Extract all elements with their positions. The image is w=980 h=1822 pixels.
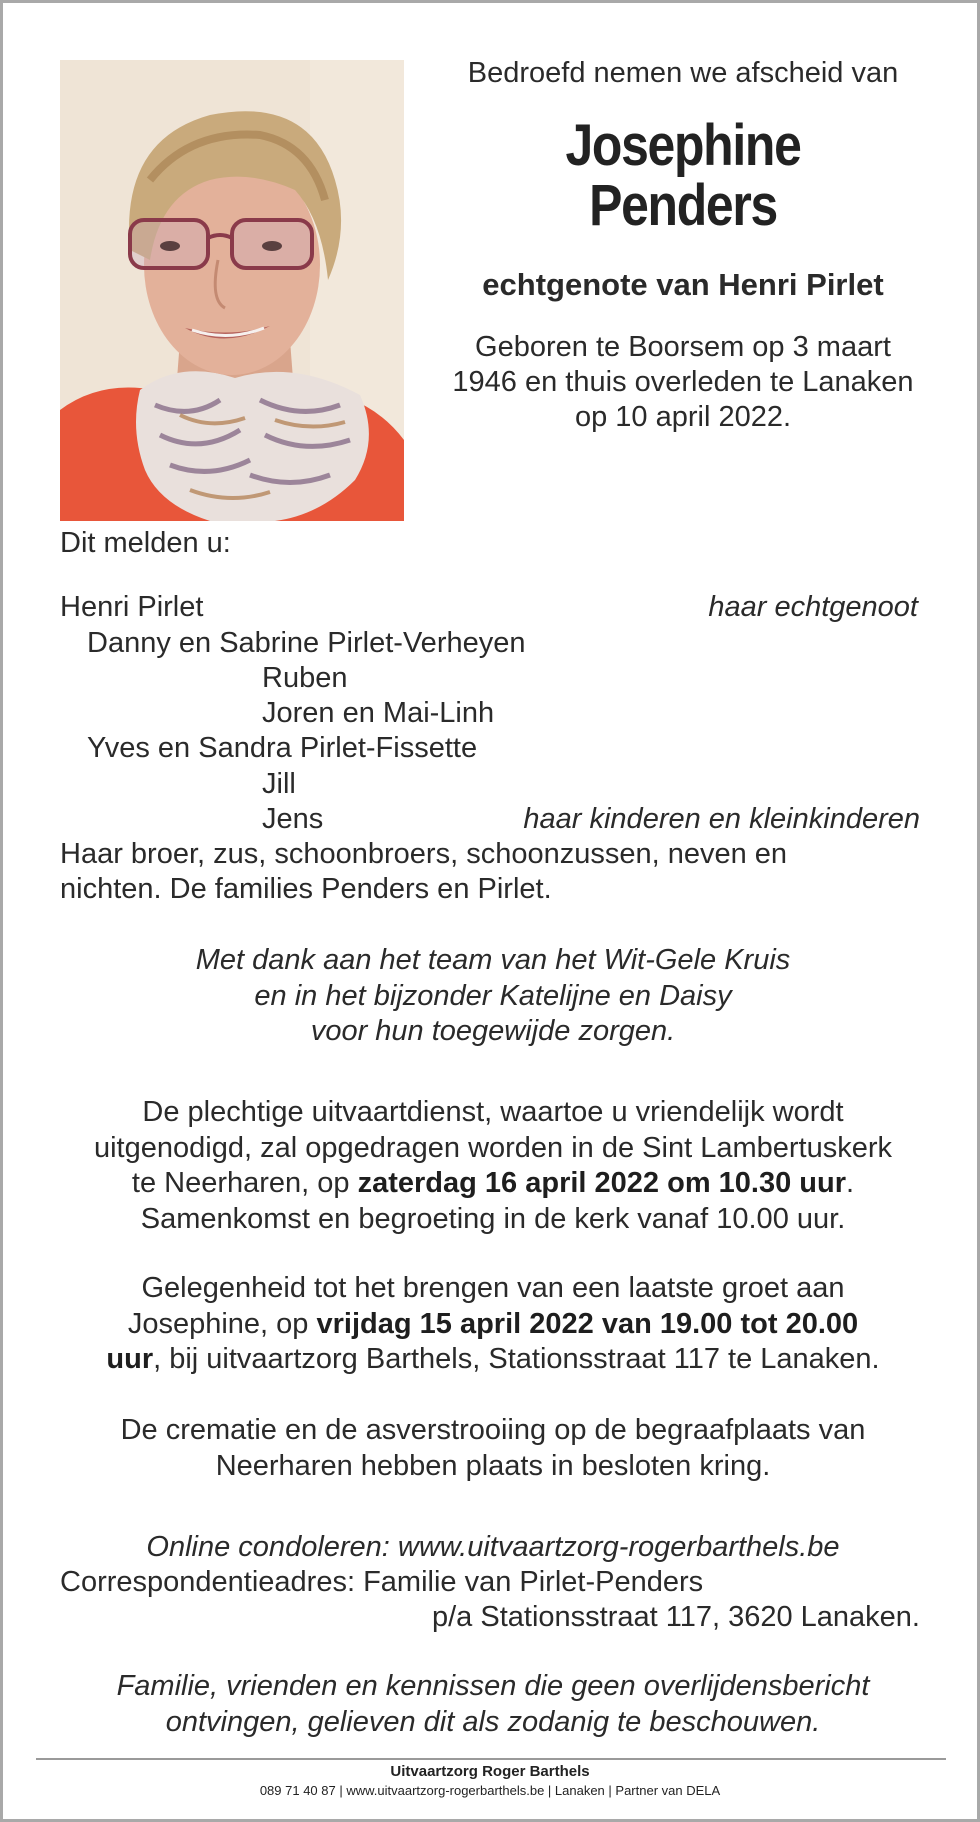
family-grandchild: Ruben bbox=[262, 662, 348, 694]
announce-text: Dit melden u: bbox=[60, 527, 231, 559]
born-line: 1946 en thuis overleden te Lanaken bbox=[452, 366, 914, 398]
born-line: op 10 april 2022. bbox=[574, 401, 792, 433]
thanks-line: Met dank aan het team van het Wit-Gele Kruis bbox=[195, 944, 791, 976]
visit-date: vrijdag 15 april 2022 van 19.00 tot 20.00 bbox=[316, 1307, 859, 1340]
born-text bbox=[413, 330, 953, 435]
family-grandchild: Joren en Mai-Linh bbox=[262, 697, 495, 729]
visit-line bbox=[58, 1307, 928, 1343]
family-relatives: nichten. De families Penders en Pirlet. bbox=[60, 873, 552, 905]
family-children-role: haar kinderen en kleinkinderen bbox=[523, 803, 920, 835]
family-relatives: Haar broer, zus, schoonbroers, schoonzussen, neven en bbox=[60, 838, 788, 870]
visit-block bbox=[58, 1271, 928, 1378]
family-husband-role: haar echtgenoot bbox=[708, 591, 918, 623]
visit-line bbox=[58, 1342, 928, 1378]
cremation-block bbox=[58, 1413, 928, 1484]
service-text: . bbox=[846, 1167, 855, 1199]
visit-text: , bij uitvaartzorg Barthels, Stationsstraat 117 te Lanaken. bbox=[153, 1343, 880, 1375]
family-child: Danny en Sabrine Pirlet-Verheyen bbox=[87, 627, 526, 659]
family-grandchild: Jill bbox=[262, 768, 296, 800]
closing-line: ontvingen, gelieven dit als zodanig te beschouwen. bbox=[165, 1705, 821, 1738]
thanks-line: en in het bijzonder Katelijne en Daisy bbox=[254, 979, 732, 1012]
service-date: zaterdag 16 april 2022 om 10.30 uur bbox=[357, 1167, 847, 1199]
closing-line: Familie, vrienden en kennissen die geen overlijdensbericht bbox=[116, 1670, 870, 1702]
thanks-block bbox=[58, 943, 928, 1050]
footer-divider bbox=[36, 1758, 946, 1760]
portrait-photo bbox=[60, 60, 404, 521]
footer-company: Uitvaartzorg Roger Barthels bbox=[390, 1763, 590, 1780]
closing-block bbox=[58, 1669, 928, 1740]
visit-text: Josephine, op bbox=[127, 1307, 317, 1340]
online-condolence: Online condoleren: www.uitvaartzorg-rogerbarthels.be bbox=[146, 1531, 840, 1563]
deceased-last-name: Penders bbox=[589, 173, 777, 238]
thanks-line: voor hun toegewijde zorgen. bbox=[310, 1015, 676, 1047]
header-block bbox=[413, 55, 953, 435]
born-line: Geboren te Boorsem op 3 maart bbox=[475, 331, 891, 363]
deceased-first-name: Josephine bbox=[565, 113, 801, 178]
service-line: uitgenodigd, zal opgedragen worden in de Sint Lambertuskerk bbox=[93, 1131, 893, 1164]
portrait-image bbox=[60, 60, 404, 521]
correspondence-address-2: p/a Stationsstraat 117, 3620 Lanaken. bbox=[432, 1601, 920, 1633]
family-husband: Henri Pirlet bbox=[60, 591, 204, 623]
service-line bbox=[58, 1166, 928, 1202]
correspondence-address: Correspondentieadres: Familie van Pirlet-Penders bbox=[60, 1566, 704, 1598]
footer-info: 089 71 40 87 | www.uitvaartzorg-rogerbarthels.be | Lanaken | Partner van DELA bbox=[259, 1783, 721, 1798]
service-line: De plechtige uitvaartdienst, waartoe u vriendelijk wordt bbox=[142, 1096, 844, 1128]
visit-line: Gelegenheid tot het brengen van een laatste groet aan bbox=[141, 1272, 845, 1304]
spouse-line: echtgenote van Henri Pirlet bbox=[482, 267, 884, 302]
family-child: Yves en Sandra Pirlet-Fissette bbox=[87, 732, 478, 764]
visit-date: uur bbox=[106, 1343, 154, 1375]
cremation-line: De crematie en de asverstrooiing op de begraafplaats van bbox=[120, 1414, 866, 1446]
cremation-line: Neerharen hebben plaats in besloten kring. bbox=[215, 1449, 771, 1482]
service-line: Samenkomst en begroeting in de kerk vanaf 10.00 uur. bbox=[140, 1202, 846, 1235]
family-grandchild: Jens bbox=[262, 803, 324, 835]
intro-text: Bedroefd nemen we afscheid van bbox=[467, 57, 899, 89]
service-text: te Neerharen, op bbox=[131, 1167, 358, 1199]
service-block bbox=[58, 1095, 928, 1237]
